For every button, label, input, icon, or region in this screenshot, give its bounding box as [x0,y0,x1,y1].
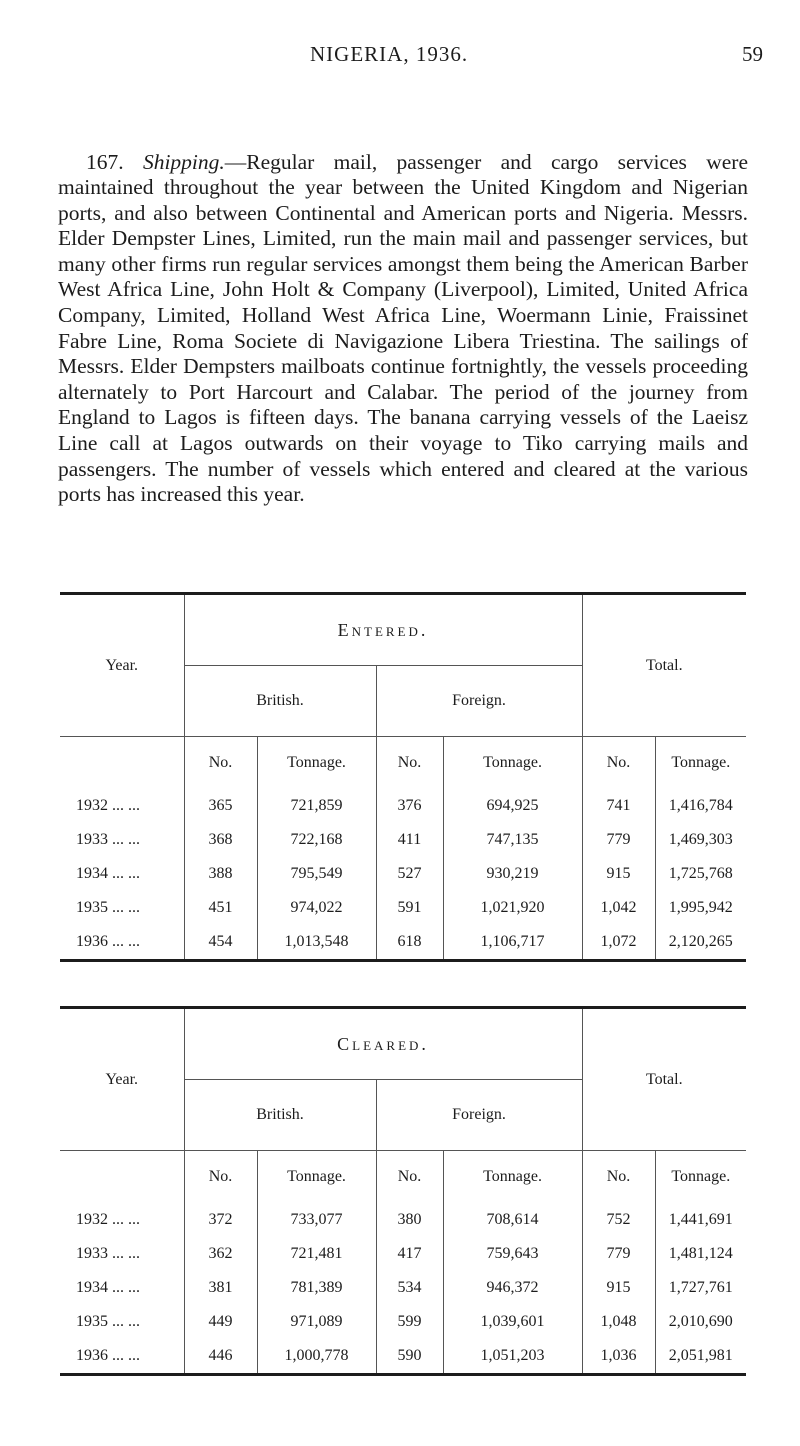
british-no-cell: 362 [184,1237,257,1271]
paragraph-number: 167. [86,149,124,174]
british-no-cell: 454 [184,925,257,961]
year-cell: 1935 ... ... [60,891,184,925]
page-number: 59 [742,42,763,66]
col-no-header: No. [184,1151,257,1204]
year-header: Year. [60,594,184,737]
british-tonnage-cell: 722,168 [257,823,376,857]
total-tonnage-cell: 1,725,768 [668,865,733,882]
foreign-tonnage-cell: 694,925 [443,789,582,823]
entered-group-header: Entered. [184,594,582,666]
total-no-cell: 779 [582,1237,655,1271]
total-no-cell: 752 [582,1203,655,1237]
cleared-table [60,1006,746,1376]
foreign-no-cell: 599 [376,1305,443,1339]
paragraph-body: —Regular mail, passenger and cargo services were maintained throughout the year between the United Kingdom and Nigerian ports, and also between Continental and American ports and Nigeria. Messrs. Elder Dempster Lines, Limited, run the main mail and passenger services, but many other firms run regular services amongst them being the American Barber West Africa Line, John Holt & Company (Liverpool), Limited, United Africa Company, Limited, Holland West Africa Line, Woermann Linie, Fraissinet Fabre Line, Roma Societe di Navigazione Libera Triestina. The sailings of Messrs. Elder Dempsters mailboats continue fortnightly, the vessels proceeding alternately to Port Harcourt and Calabar. The period of the journey from England to Lagos is fifteen days. The banana carrying vessels of the Laeisz Line call at Lagos outwards on their voyage to Tiko carrying mails and passengers. The number of vessels which entered and cleared at the various ports has increased this year. [58,149,749,507]
british-no-cell: 365 [184,789,257,823]
british-no-cell: 381 [184,1271,257,1305]
col-tonnage-header: Tonnage. [671,1168,731,1185]
foreign-tonnage-cell: 946,372 [443,1271,582,1305]
col-no-header: No. [376,737,443,790]
foreign-header: Foreign. [376,666,582,737]
foreign-tonnage-cell: 1,039,601 [443,1305,582,1339]
total-no-cell: 915 [582,857,655,891]
table-row [60,1203,746,1237]
total-tonnage-cell: 1,727,761 [668,1279,733,1296]
total-tonnage-cell: 1,481,124 [668,1245,733,1262]
year-header: Year. [60,1008,184,1151]
foreign-no-cell: 376 [376,789,443,823]
year-cell: 1936 ... ... [60,1339,184,1375]
table-row [60,789,746,823]
col-tonnage-header: Tonnage. [671,754,731,771]
british-tonnage-cell: 1,013,548 [257,925,376,961]
year-cell: 1935 ... ... [60,1305,184,1339]
year-cell: 1934 ... ... [60,1271,184,1305]
col-tonnage-header: Tonnage. [257,737,376,790]
total-tonnage-cell: 1,995,942 [668,899,733,916]
british-tonnage-cell: 781,389 [257,1271,376,1305]
foreign-no-cell: 411 [376,823,443,857]
page-header [0,42,800,72]
british-tonnage-cell: 974,022 [257,891,376,925]
year-cell: 1933 ... ... [60,1237,184,1271]
year-cell: 1933 ... ... [60,823,184,857]
table-row [60,1305,746,1339]
foreign-no-cell: 618 [376,925,443,961]
col-tonnage-header: Tonnage. [257,1151,376,1204]
foreign-no-cell: 591 [376,891,443,925]
total-tonnage-cell: 1,416,784 [668,797,733,814]
paragraph-shipping [58,150,748,508]
total-tonnage-cell: 2,051,981 [655,1339,746,1375]
foreign-no-cell: 527 [376,857,443,891]
total-tonnage-cell: 1,441,691 [668,1211,733,1228]
total-no-cell: 1,042 [582,891,655,925]
total-tonnage-cell: 2,120,265 [655,925,746,961]
total-no-cell: 1,072 [582,925,655,961]
year-cell: 1932 ... ... [60,1203,184,1237]
british-no-cell: 368 [184,823,257,857]
year-cell: 1936 ... ... [60,925,184,961]
british-tonnage-cell: 1,000,778 [257,1339,376,1375]
total-tonnage-cell: 2,010,690 [668,1313,733,1330]
british-tonnage-cell: 971,089 [257,1305,376,1339]
british-no-cell: 372 [184,1203,257,1237]
paragraph-heading: Shipping. [142,149,225,174]
british-no-cell: 446 [184,1339,257,1375]
foreign-tonnage-cell: 1,021,920 [443,891,582,925]
foreign-no-cell: 534 [376,1271,443,1305]
table-row [60,925,746,961]
total-no-cell: 779 [582,823,655,857]
col-no-header: No. [376,1151,443,1204]
table-row [60,823,746,857]
british-no-cell: 451 [184,891,257,925]
total-header: Total. [582,594,746,737]
total-no-cell: 1,036 [582,1339,655,1375]
col-no-header: No. [582,737,655,790]
cleared-group-header: Cleared. [184,1008,582,1080]
table-row [60,891,746,925]
col-no-header: No. [582,1151,655,1204]
foreign-no-cell: 590 [376,1339,443,1375]
total-no-cell: 915 [582,1271,655,1305]
col-tonnage-header: Tonnage. [443,737,582,790]
british-header: British. [184,1080,376,1151]
british-tonnage-cell: 733,077 [257,1203,376,1237]
british-tonnage-cell: 721,481 [257,1237,376,1271]
foreign-tonnage-cell: 1,106,717 [443,925,582,961]
total-tonnage-cell: 1,469,303 [668,831,733,848]
foreign-tonnage-cell: 759,643 [443,1237,582,1271]
british-tonnage-cell: 795,549 [257,857,376,891]
total-header: Total. [582,1008,746,1151]
foreign-tonnage-cell: 747,135 [443,823,582,857]
total-no-cell: 741 [582,789,655,823]
table-row [60,1237,746,1271]
foreign-tonnage-cell: 930,219 [443,857,582,891]
year-cell: 1932 ... ... [60,789,184,823]
british-tonnage-cell: 721,859 [257,789,376,823]
british-no-cell: 388 [184,857,257,891]
foreign-tonnage-cell: 1,051,203 [443,1339,582,1375]
foreign-no-cell: 380 [376,1203,443,1237]
foreign-header: Foreign. [376,1080,582,1151]
table-row [60,1271,746,1305]
foreign-tonnage-cell: 708,614 [443,1203,582,1237]
table-row [60,1339,746,1375]
col-no-header: No. [184,737,257,790]
entered-table [60,592,746,962]
col-tonnage-header: Tonnage. [443,1151,582,1204]
british-header: British. [184,666,376,737]
british-no-cell: 449 [184,1305,257,1339]
running-head: NIGERIA, 1936. [310,42,469,66]
year-cell: 1934 ... ... [60,857,184,891]
total-no-cell: 1,048 [582,1305,655,1339]
foreign-no-cell: 417 [376,1237,443,1271]
table-row [60,857,746,891]
